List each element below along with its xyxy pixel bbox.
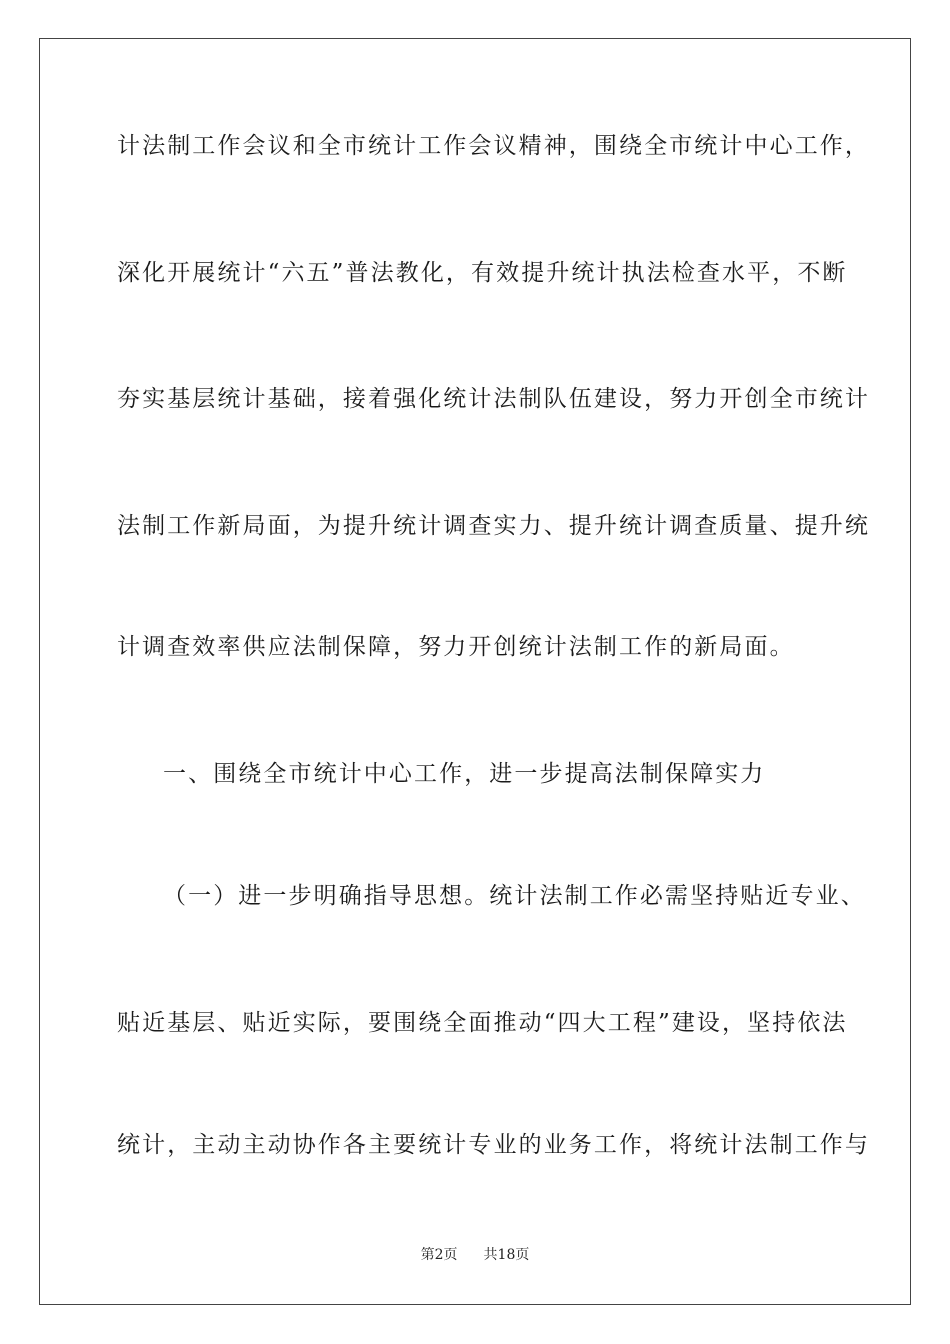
paragraph-line: 夯实基层统计基础，接着强化统计法制队伍建设，努力开创全市统计	[117, 386, 870, 412]
subsection-line: （一）进一步明确指导思想。统计法制工作必需坚持贴近专业、	[163, 883, 866, 909]
paragraph-line: 计法制工作会议和全市统计工作会议精神，围绕全市统计中心工作，	[117, 133, 870, 159]
paragraph-line: 贴近基层、贴近实际，要围绕全面推动“四大工程”建设，坚持依法	[117, 1010, 848, 1036]
paragraph-line: 统计，主动主动协作各主要统计专业的业务工作，将统计法制工作与	[117, 1132, 870, 1158]
page-total: 共18页	[483, 1247, 530, 1263]
page-border	[39, 38, 911, 1305]
page-footer	[0, 1246, 950, 1264]
paragraph-line: 计调查效率供应法制保障，努力开创统计法制工作的新局面。	[117, 634, 795, 660]
section-heading: 一、围绕全市统计中心工作，进一步提高法制保障实力	[163, 761, 766, 787]
paragraph-line: 深化开展统计“六五”普法教化，有效提升统计执法检查水平，不断	[117, 260, 848, 286]
paragraph-line: 法制工作新局面，为提升统计调查实力、提升统计调查质量、提升统	[117, 513, 870, 539]
page-number: 第2页	[420, 1247, 458, 1263]
